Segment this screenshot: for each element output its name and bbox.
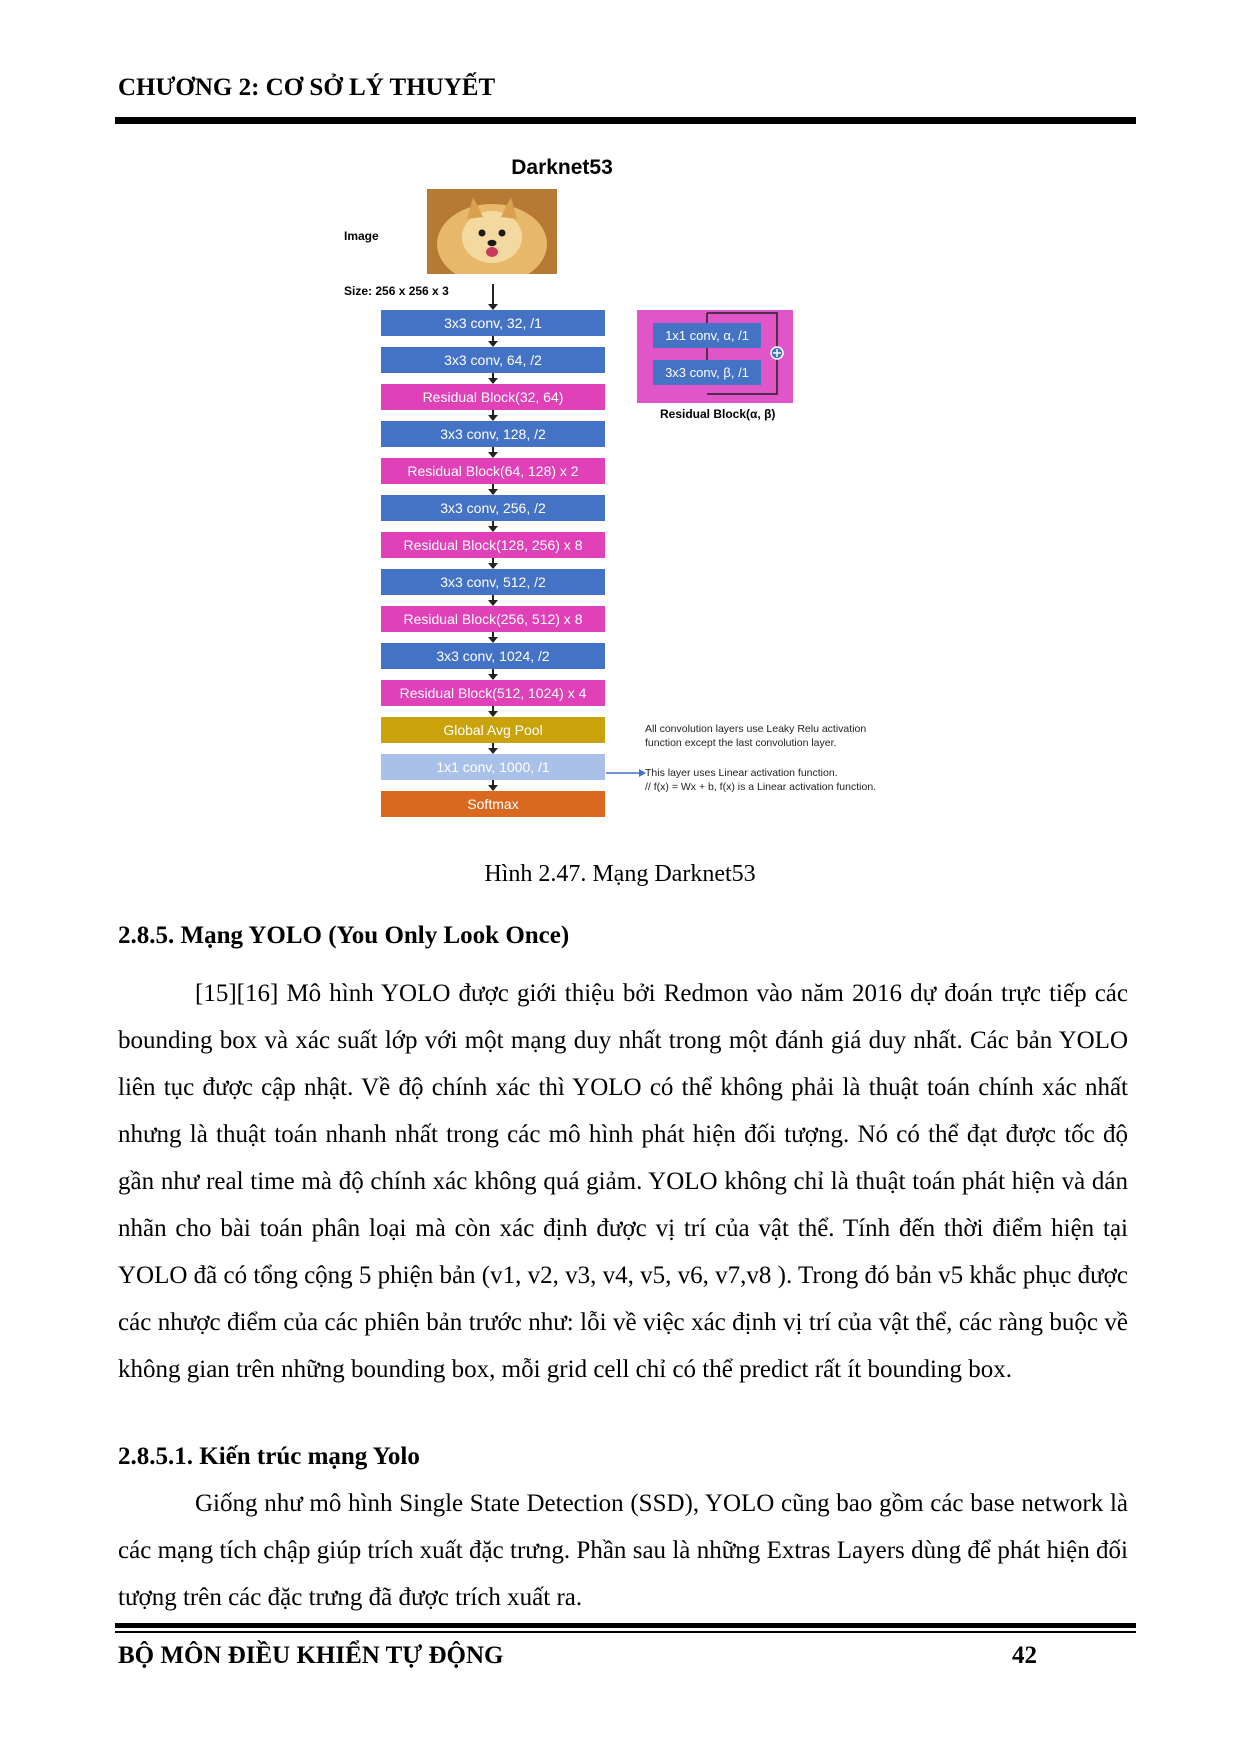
dog-photo: [427, 189, 557, 274]
network-block: Residual Block(512, 1024) x 4: [381, 680, 605, 706]
note-leaky-line-2: function except the last convolution layer.: [645, 737, 837, 749]
note-linear-line-1: This layer uses Linear activation function.: [645, 767, 838, 779]
paragraph-1: [15][16] Mô hình YOLO được giới thiệu bởi Redmon vào năm 2016 dự đoán trực tiếp các bounding box và xác suất lớp với một mạng duy nhất trong một đánh giá duy nhất. Các bản YOLO liên tục được cập nhật. Về độ chính xác thì YOLO có thể không phải là thuật toán chính xác nhất nhưng là thuật toán nhanh nhất trong các mô hình phát hiện đối tượng. Nó có thể đạt được tốc độ gần như real time mà độ chính xác không quá giảm. YOLO không chỉ là thuật toán phát hiện và dán nhãn cho bài toán phân loại mà còn xác định được vị trí của vật thể. Tính đến thời điểm hiện tại YOLO đã có tổng cộng 5 phiện bản (v1, v2, v3, v4, v5, v6, v7,v8 ). Trong đó bản v5 khắc phục được các nhược điểm của các phiên bản trước như: lỗi về việc xác định vị trí của vật thể, các ràng buộc về không gian trên những bounding box, mỗi grid cell chỉ có thể predict rất ít bounding box.: [118, 980, 1128, 1383]
figure-caption: Hình 2.47. Mạng Darknet53: [484, 861, 756, 887]
dog-illustration: [427, 189, 557, 274]
linear-layer-arrow: [606, 767, 646, 779]
flow-arrow: [492, 373, 494, 383]
network-block: Global Avg Pool: [381, 717, 605, 743]
flow-arrow: [492, 706, 494, 716]
section-heading: 2.8.5. Mạng YOLO (You Only Look Once): [118, 922, 570, 949]
residual-block-detail: [637, 310, 793, 403]
residual-row-1: 1x1 conv, α, /1: [653, 323, 761, 348]
note-leaky-relu: [645, 722, 866, 750]
network-block: 3x3 conv, 128, /2: [381, 421, 605, 447]
figure-title: Darknet53: [511, 156, 613, 179]
network-block: Residual Block(256, 512) x 8: [381, 606, 605, 632]
paragraph-2: Giống như mô hình Single State Detection (SSD), YOLO cũng bao gồm các base network là các mạng tích chập giúp trích xuất đặc trưng. Phần sau là những Extras Layers dùng để phát hiện đối tượng trên các đặc trưng đã được trích xuất ra.: [118, 1490, 1128, 1611]
footer-rule-thick: [115, 1623, 1136, 1628]
network-block: Softmax: [381, 791, 605, 817]
note-linear-line-2: // f(x) = Wx + b, f(x) is a Linear activation function.: [645, 781, 877, 793]
flow-arrow: [492, 284, 494, 309]
network-block: 3x3 conv, 64, /2: [381, 347, 605, 373]
network-block: Residual Block(64, 128) x 2: [381, 458, 605, 484]
note-linear: [645, 766, 876, 794]
residual-row-2: 3x3 conv, β, /1: [653, 360, 761, 385]
flow-arrow: [492, 521, 494, 531]
network-block: Residual Block(128, 256) x 8: [381, 532, 605, 558]
network-block: 3x3 conv, 256, /2: [381, 495, 605, 521]
chapter-title: CHƯƠNG 2: CƠ SỞ LÝ THUYẾT: [118, 74, 496, 101]
header-rule: [115, 117, 1136, 124]
subsection-heading: 2.8.5.1. Kiến trúc mạng Yolo: [118, 1443, 420, 1470]
network-block: 3x3 conv, 32, /1: [381, 310, 605, 336]
network-block: Residual Block(32, 64): [381, 384, 605, 410]
size-label: Size: 256 x 256 x 3: [344, 284, 449, 298]
network-block: 3x3 conv, 1024, /2: [381, 643, 605, 669]
residual-block-label: Residual Block(α, β): [660, 407, 776, 421]
image-label: Image: [344, 229, 379, 243]
flow-arrow: [492, 484, 494, 494]
flow-arrow: [492, 743, 494, 753]
flow-arrow: [492, 669, 494, 679]
footer-department: BỘ MÔN ĐIỀU KHIỂN TỰ ĐỘNG: [118, 1642, 504, 1669]
skip-connection: [637, 310, 793, 403]
flow-arrow: [492, 632, 494, 642]
flow-arrow: [492, 336, 494, 346]
note-leaky-line-1: All convolution layers use Leaky Relu activation: [645, 723, 867, 735]
page-number: 42: [1012, 1642, 1037, 1669]
network-block: 1x1 conv, 1000, /1: [381, 754, 605, 780]
network-block: 3x3 conv, 512, /2: [381, 569, 605, 595]
flow-arrow: [492, 780, 494, 790]
flow-arrow: [492, 447, 494, 457]
flow-arrow: [492, 558, 494, 568]
flow-arrow: [492, 410, 494, 420]
flow-arrow: [492, 595, 494, 605]
footer-rule-thin: [115, 1631, 1136, 1633]
